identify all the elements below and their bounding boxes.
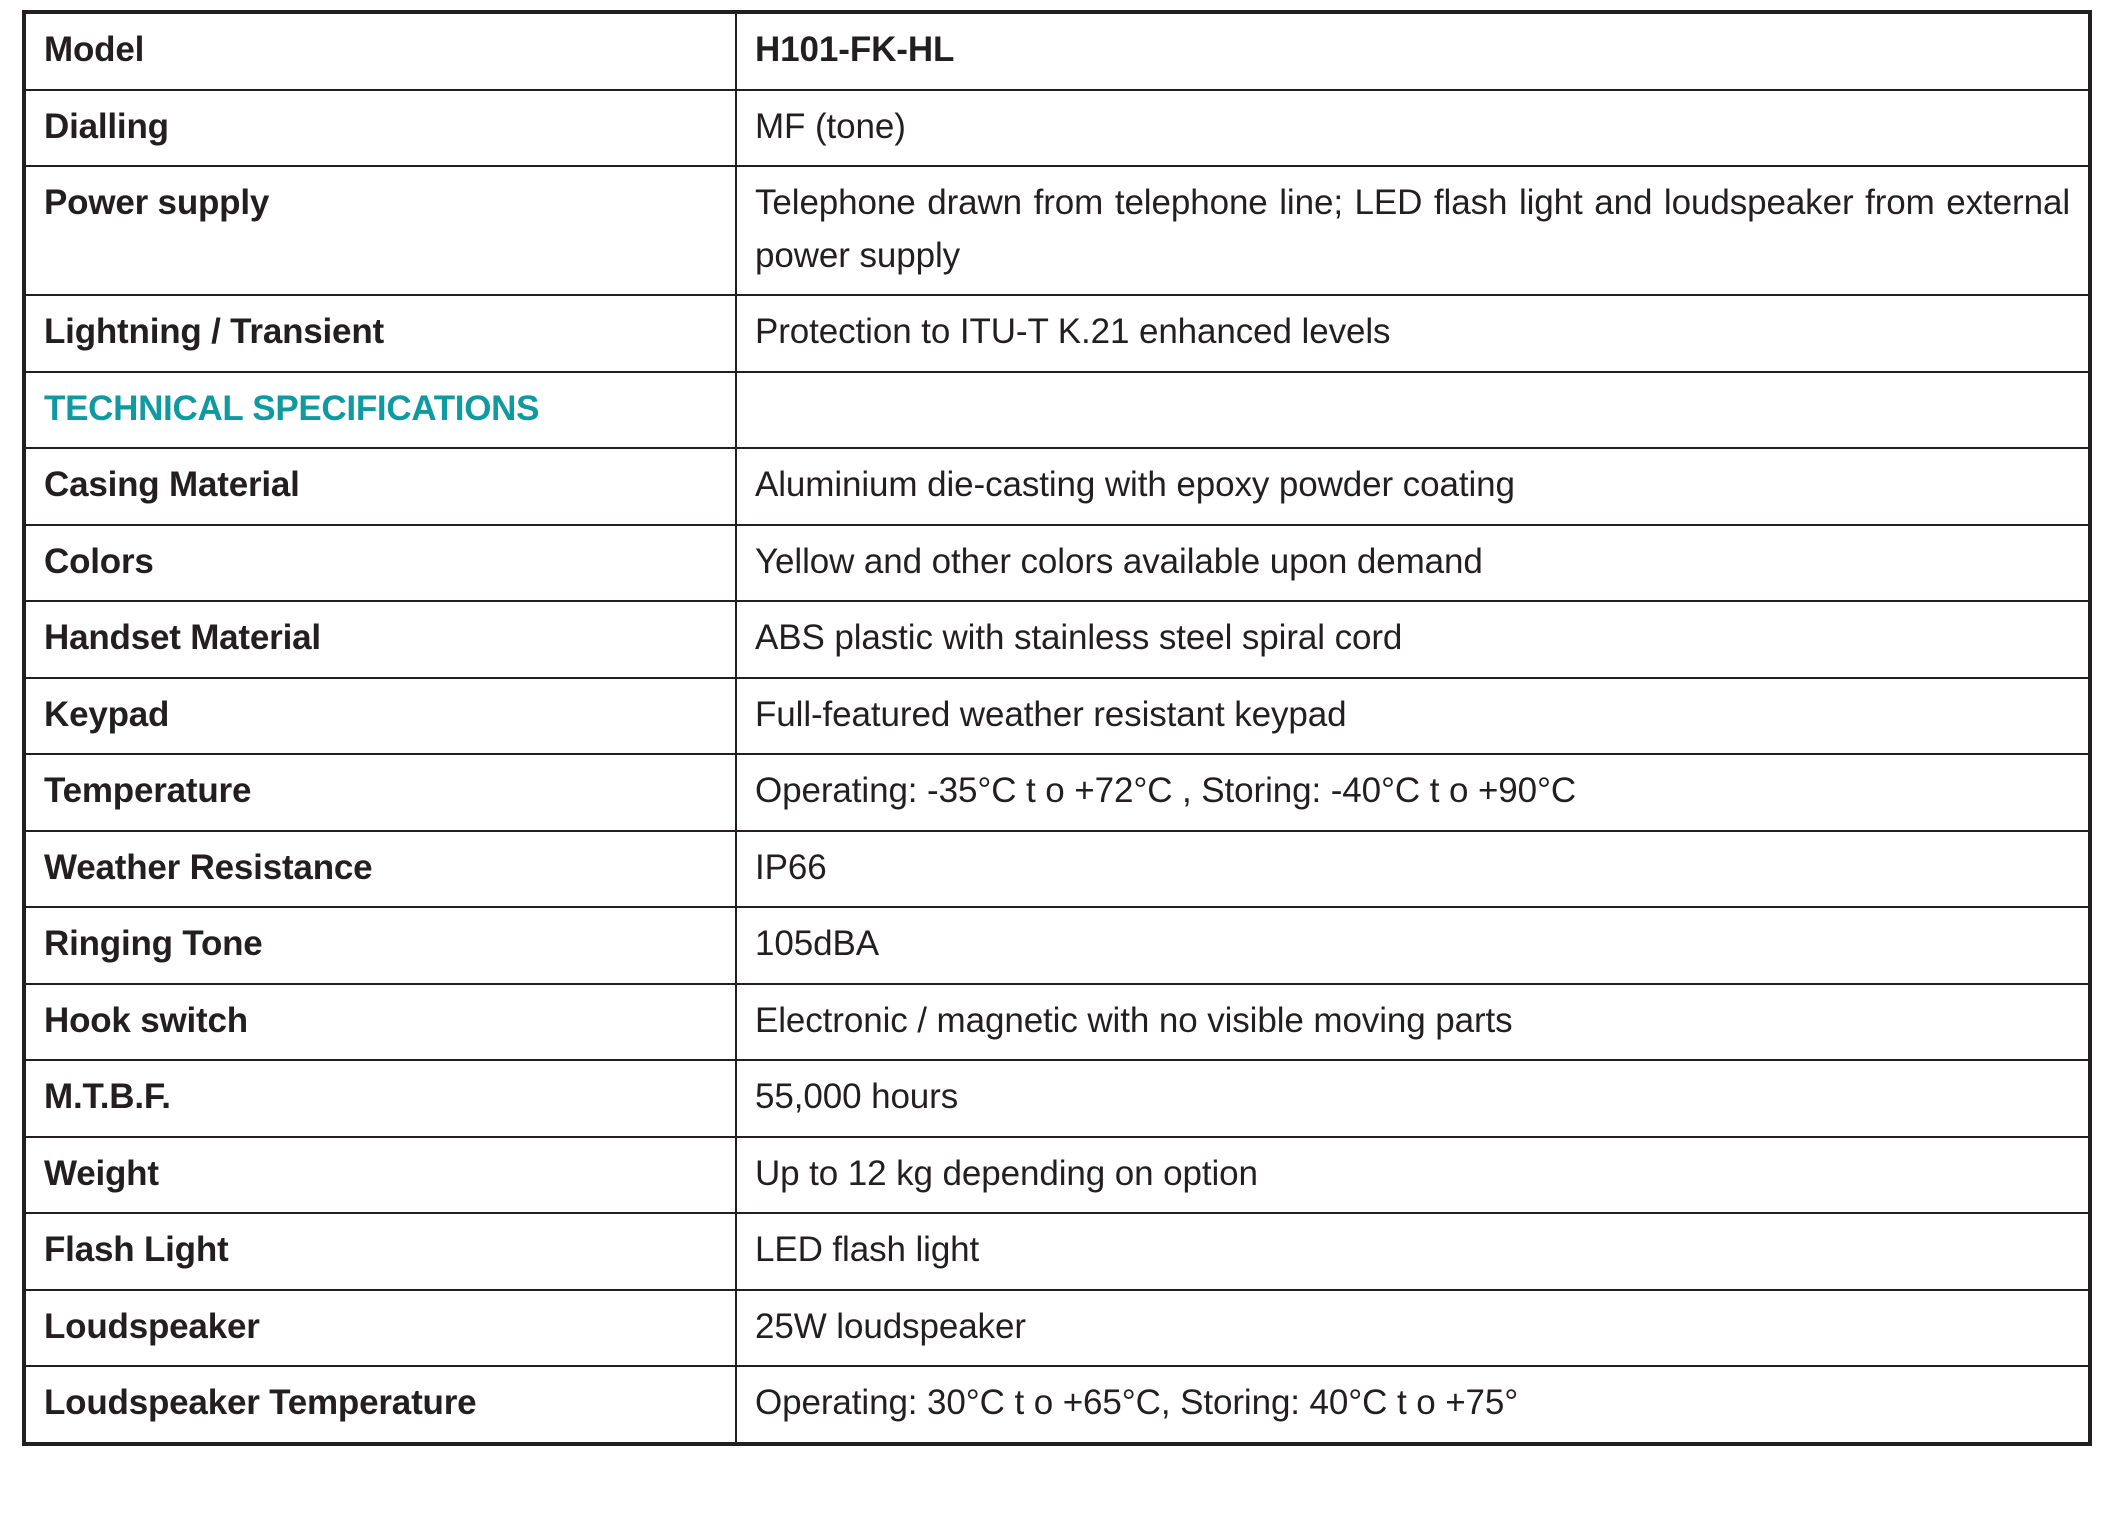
spec-value-cell: Operating: 30°C t o +65°C, Storing: 40°C t o +75° <box>736 1366 2090 1444</box>
spec-value-cell: 55,000 hours <box>736 1060 2090 1137</box>
spec-value-cell: Up to 12 kg depending on option <box>736 1137 2090 1214</box>
specifications-table <box>22 10 2092 1446</box>
spec-label-cell: Loudspeaker <box>24 1290 736 1367</box>
table-row <box>24 448 2090 525</box>
spec-label-cell: Colors <box>24 525 736 602</box>
specifications-table-body <box>24 12 2090 1444</box>
spec-label-cell: Ringing Tone <box>24 907 736 984</box>
table-row <box>24 1137 2090 1214</box>
spec-value-cell: 25W loudspeaker <box>736 1290 2090 1367</box>
spec-label-cell: M.T.B.F. <box>24 1060 736 1137</box>
spec-value-cell: Yellow and other colors available upon demand <box>736 525 2090 602</box>
spec-value-cell: Telephone drawn from telephone line; LED flash light and loudspeaker from external power supply <box>736 166 2090 295</box>
spec-label-cell: Casing Material <box>24 448 736 525</box>
table-row <box>24 678 2090 755</box>
spec-label-cell: Lightning / Transient <box>24 295 736 372</box>
table-row <box>24 831 2090 908</box>
spec-value-cell: LED flash light <box>736 1213 2090 1290</box>
spec-label-cell: Handset Material <box>24 601 736 678</box>
spec-value-cell: Electronic / magnetic with no visible moving parts <box>736 984 2090 1061</box>
section-empty-cell <box>736 372 2090 449</box>
table-row <box>24 90 2090 167</box>
spec-value-cell: Aluminium die-casting with epoxy powder coating <box>736 448 2090 525</box>
spec-label-cell: Dialling <box>24 90 736 167</box>
table-row <box>24 12 2090 90</box>
spec-value-cell: H101-FK-HL <box>736 12 2090 90</box>
spec-value-cell: 105dBA <box>736 907 2090 984</box>
spec-label-cell: Weather Resistance <box>24 831 736 908</box>
table-row <box>24 166 2090 295</box>
spec-value-cell: Protection to ITU-T K.21 enhanced levels <box>736 295 2090 372</box>
table-row <box>24 984 2090 1061</box>
spec-label-cell: Flash Light <box>24 1213 736 1290</box>
spec-label-cell: Model <box>24 12 736 90</box>
spec-value-cell: Operating: -35°C t o +72°C , Storing: -40°C t o +90°C <box>736 754 2090 831</box>
table-row <box>24 1290 2090 1367</box>
spec-label-cell: Power supply <box>24 166 736 295</box>
spec-label-cell: Keypad <box>24 678 736 755</box>
spec-label-cell: Loudspeaker Temperature <box>24 1366 736 1444</box>
spec-value-cell: MF (tone) <box>736 90 2090 167</box>
spec-label-cell: Weight <box>24 1137 736 1214</box>
spec-value-cell: Full-featured weather resistant keypad <box>736 678 2090 755</box>
section-header-cell: TECHNICAL SPECIFICATIONS <box>24 372 736 449</box>
table-row <box>24 525 2090 602</box>
table-row <box>24 1213 2090 1290</box>
table-row <box>24 754 2090 831</box>
table-row <box>24 372 2090 449</box>
spec-value-cell: IP66 <box>736 831 2090 908</box>
table-row <box>24 1060 2090 1137</box>
table-row <box>24 907 2090 984</box>
table-row <box>24 295 2090 372</box>
table-row <box>24 601 2090 678</box>
spec-value-cell: ABS plastic with stainless steel spiral cord <box>736 601 2090 678</box>
table-row <box>24 1366 2090 1444</box>
spec-label-cell: Hook switch <box>24 984 736 1061</box>
spec-label-cell: Temperature <box>24 754 736 831</box>
